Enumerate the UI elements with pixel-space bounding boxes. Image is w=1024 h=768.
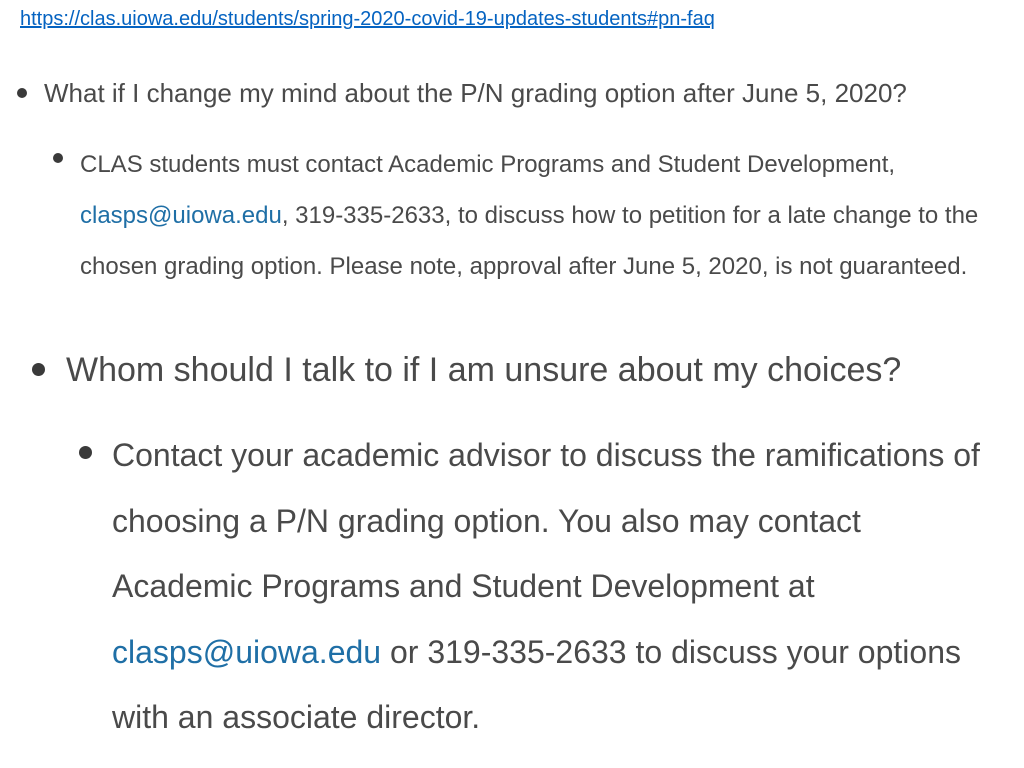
faq-answer-1 [80,139,1010,292]
faq-answer-1-text: CLAS students must contact Academic Programs and Student Development, [80,151,896,178]
bullet-icon [17,88,27,98]
source-url-link[interactable]: https://clas.uiowa.edu/students/spring-2020-covid-19-updates-students#pn-faq [20,8,715,30]
bullet-icon [32,363,45,376]
faq-question-2: Whom should I talk to if I am unsure about my choices? [66,351,902,389]
faq-answer-2 [112,423,992,751]
email-link[interactable]: clasps@uiowa.edu [80,202,282,229]
faq-answer-2-text-cont: or 319-335-2633 to discuss your options with an associate director. [112,633,961,735]
email-link[interactable]: clasps@uiowa.edu [112,633,382,670]
bullet-icon [53,153,63,163]
faq-answer-2-text: Contact your academic advisor to discuss the ramifications of choosing a P/N grading option. You also may contact Academic Programs and Student Development at [112,437,980,604]
bullet-icon [79,446,92,459]
faq-answer-1-text-cont: , 319-335-2633, to discuss how to petition for a late change to the chosen grading option. Please note, approval after June 5, 2020, is not guaranteed. [80,202,979,280]
faq-question-1: What if I change my mind about the P/N grading option after June 5, 2020? [44,78,907,108]
